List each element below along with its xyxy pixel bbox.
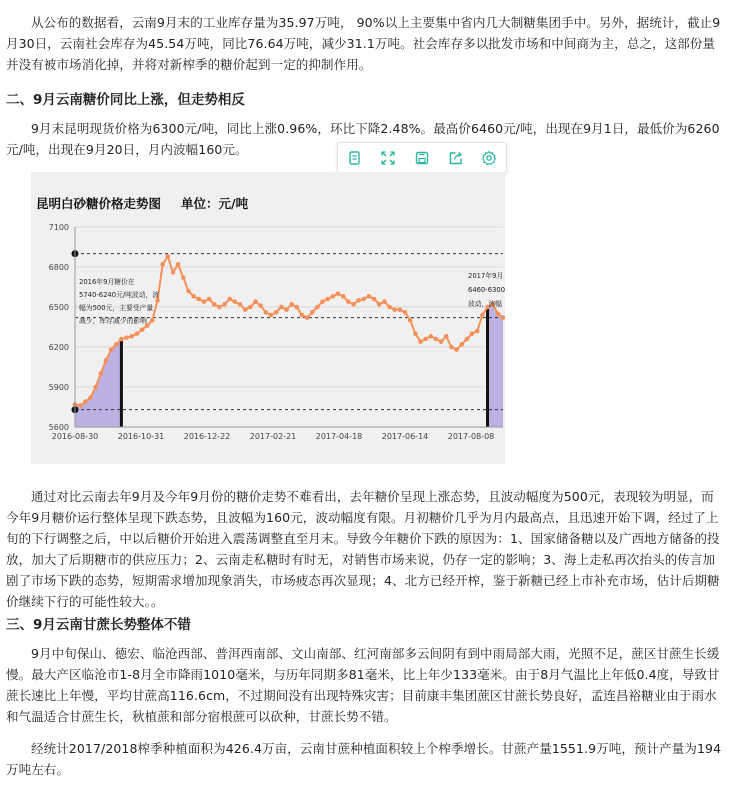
price-point [449,345,454,350]
heading-price-trend: 二、9月云南糖价同比上涨，但走势相反 [6,92,245,108]
fill-area-2017 [488,304,503,427]
price-point [166,254,171,259]
y-tick-label: 6200 [48,343,69,352]
price-series-line [75,256,503,405]
price-point [294,305,299,310]
annotation-2016: 幅为500元，主要受产量 [79,304,154,312]
chart-unit-label: 单位：元/吨 [181,196,249,211]
price-point [150,318,155,323]
annotation-2017: 2017年9月 [468,272,504,280]
y-tick-label: 7100 [48,223,69,232]
save-icon[interactable] [413,149,431,167]
price-point [227,297,232,302]
price-point [289,302,294,307]
price-point [196,297,201,302]
paragraph-planting-area: 经统计2017/2018榨季种植面积为426.4万亩，云南甘蔗种植面积较上个榨季增长。甘蔗产量1551.9万吨，预计产量为194万吨左右。 [6,741,722,777]
y-tick-label: 5600 [48,423,69,432]
x-tick-label: 2017-08-08 [447,432,495,441]
y-tick-label: 6500 [48,303,69,312]
annotation-2017: 6460-6300 [468,286,505,294]
chart-grid [75,227,503,427]
price-point [119,337,124,342]
price-point [140,327,145,332]
chart-series-line [73,254,505,408]
price-point [93,385,98,390]
price-point [413,331,418,336]
fullscreen-icon[interactable] [379,149,397,167]
price-point [320,299,325,304]
price-point [191,294,196,299]
settings-icon[interactable] [480,149,498,167]
annotation-2017: 波动，波幅 [468,300,502,308]
heading-cane-growth: 三、9月云南甘蔗长势整体不错 [6,617,191,633]
price-point [253,299,258,304]
price-point [331,294,336,299]
x-tick-label: 2016-08-30 [51,432,99,441]
paragraph-cane-growth: 9月中旬保山、德宏、临沧西部、普洱西南部、文山南部、红河南部多云间阴有到中雨局部大雨，光照不足，蔗区甘蔗生长缓慢。最大产区临沧市1-8月全市降雨1010毫米，与历年同期多81毫米，比上年少133毫米。由于8月气温比上年低0.4度，导致甘蔗长速比上年慢，平均甘蔗高116.6cm，不过期间没有出现特殊灾害；目前康丰集团蔗区甘蔗长势良好，孟连昌裕糖业由于雨水和气温适合甘蔗生长，秋植蔗和部分宿根蔗可以砍种，甘蔗长势不错。 [6,646,720,724]
price-point [423,337,428,342]
price-point [238,302,243,307]
price-point [207,297,212,302]
price-point [315,305,320,310]
price-point [429,334,434,339]
y-tick-label: 6800 [48,263,69,272]
price-point [444,334,449,339]
price-point [382,299,387,304]
price-point [114,342,119,347]
price-point [181,275,186,280]
price-point [325,297,330,302]
price-point [372,297,377,302]
price-point [300,313,305,318]
copy-icon[interactable] [346,149,364,167]
price-point [129,334,134,339]
sugar-price-chart [31,210,505,442]
price-point [496,311,501,316]
price-point [171,270,176,275]
price-point [83,399,88,404]
price-point [398,307,403,312]
price-point [475,329,480,334]
price-point [418,339,423,344]
price-point [439,339,444,344]
price-point [284,307,289,312]
price-point [104,358,109,363]
price-point [176,262,181,267]
price-point [212,302,217,307]
chart-marker-bars [121,307,487,427]
price-point [109,347,114,352]
annotation-2016: 减少，库存减少的影响 [79,317,147,325]
chart-title: 昆明白砂糖价格走势图 [36,196,162,211]
x-tick-label: 2017-04-18 [315,432,363,441]
x-tick-label: 2016-12-22 [183,432,231,441]
price-point [233,299,238,304]
price-point [310,310,315,315]
x-tick-label: 2017-02-21 [249,432,297,441]
price-point [367,294,372,299]
price-point [274,310,279,315]
price-point [465,337,470,342]
price-point [480,313,485,318]
price-point [78,403,83,408]
price-point [351,302,356,307]
price-point [124,335,129,340]
price-point [263,310,268,315]
price-point [346,299,351,304]
price-point [392,307,397,312]
price-point [470,331,475,336]
price-point [305,315,310,320]
x-tick-label: 2016-10-31 [117,432,165,441]
y-tick-label: 5900 [48,383,69,392]
paragraph-price-summary: 9月末昆明现货价格为6300元/吨，同比上涨0.96%，环比下降2.48%。最高价6460元/吨，出现在9月1日，最低价为6260元/吨，出现在9月20日，月内波幅160元。 [6,121,720,157]
price-point [387,305,392,310]
price-point [408,318,413,323]
price-point [160,262,165,267]
price-point [336,291,341,296]
price-point [356,298,361,303]
paragraph-price-analysis: 通过对比云南去年9月及今年9月份的糖价走势不难看出，去年糖价呈现上涨态势，且波动幅度为500元，表现较为明显，而今年9月糖价运行整体呈现下跌态势，且波幅为160元，波动幅度有限。月初糖价几乎为月内最高点，且迅速开始下调，经过了上旬的下行调整之后，中以后糖价开始进入震荡调整直至月末。导致今年糖价下跌的原因为：1、国家储备糖以及广西地方储备的投放，加大了后期糖市的供应压力；2、云南走私糖时有时无，对销售市场来说，仍存一定的影响；3、海上走私再次抬头的传言加剧了市场下跌的态势，短期需求增加现象消失，市场疲态再次显现；4、北方已经开榨，鉴于新糖已经上市补充市场，估计后期糖价继续下行的可能性较大。。 [6,489,720,609]
price-point [258,303,263,308]
annotation-2016: 2016年9月糖价在 [79,278,135,286]
price-point [361,297,366,302]
x-tick-label: 2017-06-14 [381,432,429,441]
price-point [186,289,191,294]
share-icon[interactable] [447,149,465,167]
price-point [459,342,464,347]
price-point [243,307,248,312]
price-point [403,310,408,315]
price-point [248,305,253,310]
price-point [98,371,103,376]
price-point [217,305,222,310]
price-point [202,299,207,304]
price-point [222,302,227,307]
price-point [135,331,140,336]
price-point [454,347,459,352]
price-point [377,302,382,307]
price-point [279,305,284,310]
price-point [341,294,346,299]
image-toolbar [337,142,507,174]
price-point [269,313,274,318]
annotation-2016: 5740-6240元/吨波动，波 [79,291,160,299]
price-point [434,337,439,342]
paragraph-inventory: 从公布的数据看，云南9月末的工业库存量为35.97万吨， 90%以上主要集中省内几大制糖集团手中。另外，据统计，截止9月30日，云南社会库存为45.54万吨，同比76.64万吨，减少31.1万吨。社会库存多以批发市场和中间商为主，总之，这部份量并没有被市场消化掉，并将对新榨季的糖价起到一定的抑制作用。 [6,15,721,72]
price-point [88,395,93,400]
